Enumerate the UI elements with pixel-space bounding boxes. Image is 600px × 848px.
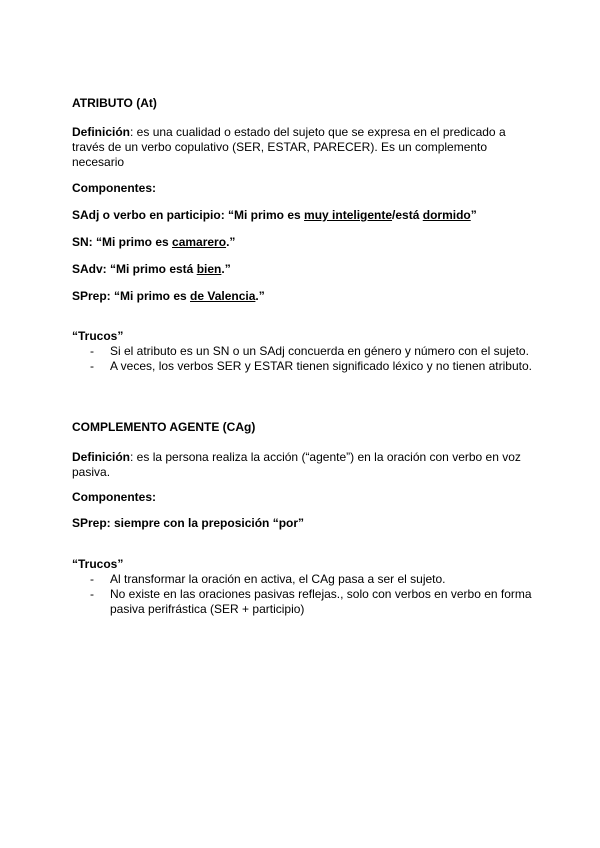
atributo-definition-label: Definición (72, 125, 131, 139)
atributo-component-sn (72, 235, 532, 250)
bullet-dash: - (90, 572, 94, 586)
agente-trucos-list (72, 572, 532, 617)
atributo-componentes-label: Componentes: (72, 181, 156, 195)
list-item-text: A veces, los verbos SER y ESTAR tienen significado léxico y no tienen atributo. (110, 359, 532, 373)
component-example-underlined: muy inteligente (304, 208, 393, 222)
list-item-text: No existe en las oraciones pasivas reflejas., solo con verbos en verbo en forma pasiva perifrástica (SER + participio) (110, 587, 532, 616)
component-prefix: SAdj o verbo en participio: “Mi primo es (72, 208, 305, 222)
agente-title: COMPLEMENTO AGENTE (CAg) (72, 420, 256, 434)
atributo-title: ATRIBUTO (At) (72, 96, 157, 110)
component-suffix: .” (226, 235, 236, 249)
list-item (72, 359, 532, 374)
agente-definition-label: Definición (72, 450, 131, 464)
list-item (72, 344, 532, 359)
component-suffix: .” (221, 262, 231, 276)
atributo-component-sadj (72, 208, 532, 223)
component-example-underlined: de Valencia (190, 289, 256, 303)
bullet-dash: - (90, 359, 94, 373)
list-item (72, 587, 532, 617)
list-item (72, 572, 532, 587)
atributo-definition-text: : es una cualidad o estado del sujeto que se expresa en el predicado a través de un verbo copulativo (SER, ESTAR, PARECER). Es un complemento necesario (72, 125, 506, 169)
atributo-trucos-title: “Trucos” (72, 329, 124, 343)
atributo-component-sprep (72, 289, 532, 304)
agente-componentes-label: Componentes: (72, 490, 156, 504)
agente-definition (72, 450, 532, 480)
component-prefix: SPrep: “Mi primo es (72, 289, 191, 303)
agente-component-sprep: SPrep: siempre con la preposición “por” (72, 516, 305, 530)
atributo-trucos-list (72, 344, 532, 374)
bullet-dash: - (90, 344, 94, 358)
atributo-definition (72, 125, 532, 170)
component-suffix: ” (470, 208, 477, 222)
agente-definition-text: : es la persona realiza la acción (“agente”) en la oración con verbo en voz pasiva. (72, 450, 521, 479)
component-suffix: .” (255, 289, 265, 303)
bullet-dash: - (90, 587, 94, 601)
component-prefix: SAdv: “Mi primo está (72, 262, 197, 276)
list-item-text: Al transformar la oración en activa, el CAg pasa a ser el sujeto. (110, 572, 446, 586)
component-text: /está (392, 208, 423, 222)
component-example-underlined: bien (196, 262, 222, 276)
component-example-underlined: camarero (172, 235, 227, 249)
list-item-text: Si el atributo es un SN o un SAdj concuerda en género y número con el sujeto. (110, 344, 529, 358)
component-example-underlined: dormido (422, 208, 471, 222)
atributo-component-sadv (72, 262, 532, 277)
agente-trucos-title: “Trucos” (72, 557, 124, 571)
component-prefix: SN: “Mi primo es (72, 235, 173, 249)
